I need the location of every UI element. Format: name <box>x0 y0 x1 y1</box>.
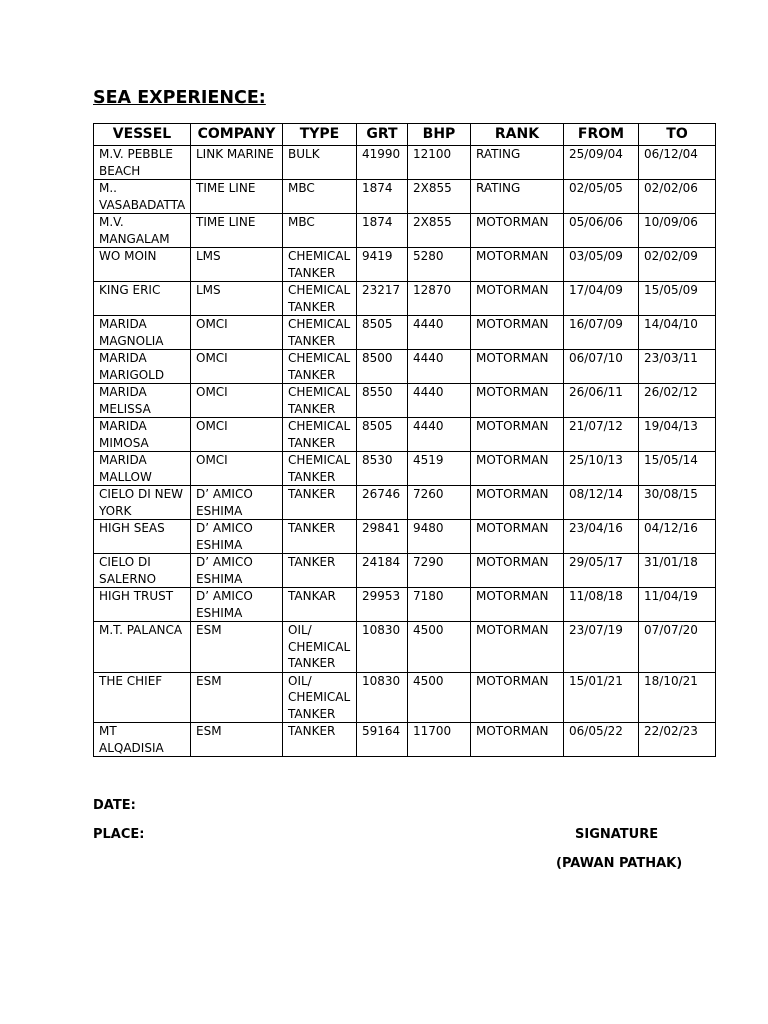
table-row <box>94 146 716 180</box>
column-header-rank: RANK <box>471 124 564 146</box>
cell-rank: MOTORMAN <box>471 316 564 350</box>
cell-vessel: MARIDA MIMOSA <box>94 418 191 452</box>
cell-to: 02/02/06 <box>639 180 716 214</box>
table-row <box>94 622 716 673</box>
cell-vessel: MARIDA MALLOW <box>94 452 191 486</box>
table-row <box>94 486 716 520</box>
cell-bhp: 7290 <box>408 554 471 588</box>
cell-from: 26/06/11 <box>564 384 639 418</box>
cell-company: D’ AMICO ESHIMA <box>191 588 283 622</box>
cell-type: CHEMICAL TANKER <box>283 350 357 384</box>
cell-grt: 8500 <box>357 350 408 384</box>
cell-vessel: CIELO DI NEW YORK <box>94 486 191 520</box>
cell-vessel: KING ERIC <box>94 282 191 316</box>
cell-rank: MOTORMAN <box>471 622 564 673</box>
cell-rank: MOTORMAN <box>471 418 564 452</box>
cell-grt: 26746 <box>357 486 408 520</box>
table-row <box>94 520 716 554</box>
cell-company: LMS <box>191 282 283 316</box>
cell-vessel: THE CHIEF <box>94 672 191 723</box>
cell-vessel: HIGH SEAS <box>94 520 191 554</box>
cell-grt: 8505 <box>357 316 408 350</box>
cell-from: 02/05/05 <box>564 180 639 214</box>
cell-company: D’ AMICO ESHIMA <box>191 554 283 588</box>
signer-name: (PAWAN PATHAK) <box>556 856 683 871</box>
cell-to: 26/02/12 <box>639 384 716 418</box>
cell-to: 30/08/15 <box>639 486 716 520</box>
cell-bhp: 7180 <box>408 588 471 622</box>
cell-from: 25/10/13 <box>564 452 639 486</box>
table-row <box>94 418 716 452</box>
cell-vessel: MT ALQADISIA <box>94 723 191 757</box>
cell-rank: MOTORMAN <box>471 588 564 622</box>
cell-type: TANKAR <box>283 588 357 622</box>
cell-to: 04/12/16 <box>639 520 716 554</box>
table-row <box>94 248 716 282</box>
cell-to: 07/07/20 <box>639 622 716 673</box>
column-header-to: TO <box>639 124 716 146</box>
cell-from: 23/07/19 <box>564 622 639 673</box>
column-header-company: COMPANY <box>191 124 283 146</box>
cell-from: 06/07/10 <box>564 350 639 384</box>
cell-type: CHEMICAL TANKER <box>283 282 357 316</box>
table-row <box>94 316 716 350</box>
cell-grt: 59164 <box>357 723 408 757</box>
table-row <box>94 384 716 418</box>
cell-type: TANKER <box>283 554 357 588</box>
cell-company: ESM <box>191 723 283 757</box>
cell-company: OMCI <box>191 418 283 452</box>
cell-from: 21/07/12 <box>564 418 639 452</box>
cell-vessel: M.V. PEBBLE BEACH <box>94 146 191 180</box>
cell-vessel: WO MOIN <box>94 248 191 282</box>
table-row <box>94 180 716 214</box>
cell-from: 29/05/17 <box>564 554 639 588</box>
cell-from: 08/12/14 <box>564 486 639 520</box>
table-row <box>94 554 716 588</box>
cell-type: MBC <box>283 180 357 214</box>
cell-to: 06/12/04 <box>639 146 716 180</box>
table-row <box>94 588 716 622</box>
cell-rank: MOTORMAN <box>471 672 564 723</box>
cell-rank: MOTORMAN <box>471 486 564 520</box>
cell-bhp: 4440 <box>408 316 471 350</box>
column-header-from: FROM <box>564 124 639 146</box>
cell-bhp: 5280 <box>408 248 471 282</box>
cell-from: 23/04/16 <box>564 520 639 554</box>
cell-company: TIME LINE <box>191 180 283 214</box>
table-row <box>94 350 716 384</box>
cell-vessel: CIELO DI SALERNO <box>94 554 191 588</box>
cell-from: 11/08/18 <box>564 588 639 622</box>
cell-rank: MOTORMAN <box>471 452 564 486</box>
cell-to: 02/02/09 <box>639 248 716 282</box>
cell-type: CHEMICAL TANKER <box>283 248 357 282</box>
cell-to: 31/01/18 <box>639 554 716 588</box>
cell-bhp: 12100 <box>408 146 471 180</box>
table-row <box>94 214 716 248</box>
cell-company: LINK MARINE <box>191 146 283 180</box>
cell-to: 23/03/11 <box>639 350 716 384</box>
cell-bhp: 4519 <box>408 452 471 486</box>
cell-company: ESM <box>191 622 283 673</box>
cell-rank: MOTORMAN <box>471 384 564 418</box>
cell-to: 15/05/09 <box>639 282 716 316</box>
cell-vessel: M.V. MANGALAM <box>94 214 191 248</box>
cell-from: 17/04/09 <box>564 282 639 316</box>
sea-experience-table <box>93 123 716 757</box>
cell-company: D’ AMICO ESHIMA <box>191 486 283 520</box>
cell-rank: MOTORMAN <box>471 248 564 282</box>
table-header-row <box>94 124 716 146</box>
cell-rank: MOTORMAN <box>471 520 564 554</box>
column-header-grt: GRT <box>357 124 408 146</box>
cell-vessel: MARIDA MAGNOLIA <box>94 316 191 350</box>
cell-rank: MOTORMAN <box>471 723 564 757</box>
cell-grt: 8530 <box>357 452 408 486</box>
cell-from: 16/07/09 <box>564 316 639 350</box>
cell-type: CHEMICAL TANKER <box>283 316 357 350</box>
cell-type: TANKER <box>283 486 357 520</box>
cell-to: 18/10/21 <box>639 672 716 723</box>
cell-company: OMCI <box>191 350 283 384</box>
cell-type: OIL/ CHEMICAL TANKER <box>283 622 357 673</box>
cell-rank: RATING <box>471 146 564 180</box>
cell-vessel: M.. VASABADATTA <box>94 180 191 214</box>
section-title: SEA EXPERIENCE: <box>93 88 266 108</box>
cell-company: OMCI <box>191 316 283 350</box>
cell-vessel: HIGH TRUST <box>94 588 191 622</box>
cell-type: MBC <box>283 214 357 248</box>
cell-rank: MOTORMAN <box>471 350 564 384</box>
cell-grt: 1874 <box>357 214 408 248</box>
cell-bhp: 4440 <box>408 350 471 384</box>
cell-grt: 29953 <box>357 588 408 622</box>
cell-grt: 1874 <box>357 180 408 214</box>
cell-bhp: 4500 <box>408 622 471 673</box>
cell-vessel: M.T. PALANCA <box>94 622 191 673</box>
cell-from: 25/09/04 <box>564 146 639 180</box>
cell-bhp: 12870 <box>408 282 471 316</box>
cell-type: TANKER <box>283 520 357 554</box>
cell-rank: MOTORMAN <box>471 282 564 316</box>
cell-to: 10/09/06 <box>639 214 716 248</box>
cell-to: 22/02/23 <box>639 723 716 757</box>
cell-vessel: MARIDA MARIGOLD <box>94 350 191 384</box>
cell-grt: 23217 <box>357 282 408 316</box>
cell-grt: 8550 <box>357 384 408 418</box>
column-header-vessel: VESSEL <box>94 124 191 146</box>
cell-bhp: 4500 <box>408 672 471 723</box>
table-row <box>94 452 716 486</box>
cell-bhp: 7260 <box>408 486 471 520</box>
cell-to: 19/04/13 <box>639 418 716 452</box>
cell-to: 15/05/14 <box>639 452 716 486</box>
cell-bhp: 2X855 <box>408 180 471 214</box>
cell-grt: 10830 <box>357 622 408 673</box>
cell-from: 03/05/09 <box>564 248 639 282</box>
cell-company: D’ AMICO ESHIMA <box>191 520 283 554</box>
cell-type: CHEMICAL TANKER <box>283 418 357 452</box>
cell-grt: 41990 <box>357 146 408 180</box>
cell-grt: 8505 <box>357 418 408 452</box>
table-row <box>94 723 716 757</box>
table-row <box>94 282 716 316</box>
cell-grt: 10830 <box>357 672 408 723</box>
cell-to: 11/04/19 <box>639 588 716 622</box>
date-label: DATE: <box>93 798 136 813</box>
cell-type: TANKER <box>283 723 357 757</box>
column-header-type: TYPE <box>283 124 357 146</box>
cell-rank: MOTORMAN <box>471 554 564 588</box>
cell-vessel: MARIDA MELISSA <box>94 384 191 418</box>
cell-grt: 29841 <box>357 520 408 554</box>
cell-bhp: 4440 <box>408 418 471 452</box>
cell-type: BULK <box>283 146 357 180</box>
cell-type: OIL/ CHEMICAL TANKER <box>283 672 357 723</box>
cell-from: 06/05/22 <box>564 723 639 757</box>
cell-grt: 9419 <box>357 248 408 282</box>
cell-grt: 24184 <box>357 554 408 588</box>
cell-bhp: 4440 <box>408 384 471 418</box>
cell-from: 15/01/21 <box>564 672 639 723</box>
cell-company: LMS <box>191 248 283 282</box>
cell-bhp: 2X855 <box>408 214 471 248</box>
place-label: PLACE: <box>93 827 145 842</box>
cell-rank: RATING <box>471 180 564 214</box>
cell-from: 05/06/06 <box>564 214 639 248</box>
cell-company: TIME LINE <box>191 214 283 248</box>
cell-bhp: 11700 <box>408 723 471 757</box>
signature-label: SIGNATURE <box>575 827 659 842</box>
cell-rank: MOTORMAN <box>471 214 564 248</box>
column-header-bhp: BHP <box>408 124 471 146</box>
cell-to: 14/04/10 <box>639 316 716 350</box>
cell-company: OMCI <box>191 384 283 418</box>
table-row <box>94 672 716 723</box>
cell-company: OMCI <box>191 452 283 486</box>
table-body <box>94 146 716 757</box>
cell-company: ESM <box>191 672 283 723</box>
cell-bhp: 9480 <box>408 520 471 554</box>
cell-type: CHEMICAL TANKER <box>283 384 357 418</box>
cell-type: CHEMICAL TANKER <box>283 452 357 486</box>
